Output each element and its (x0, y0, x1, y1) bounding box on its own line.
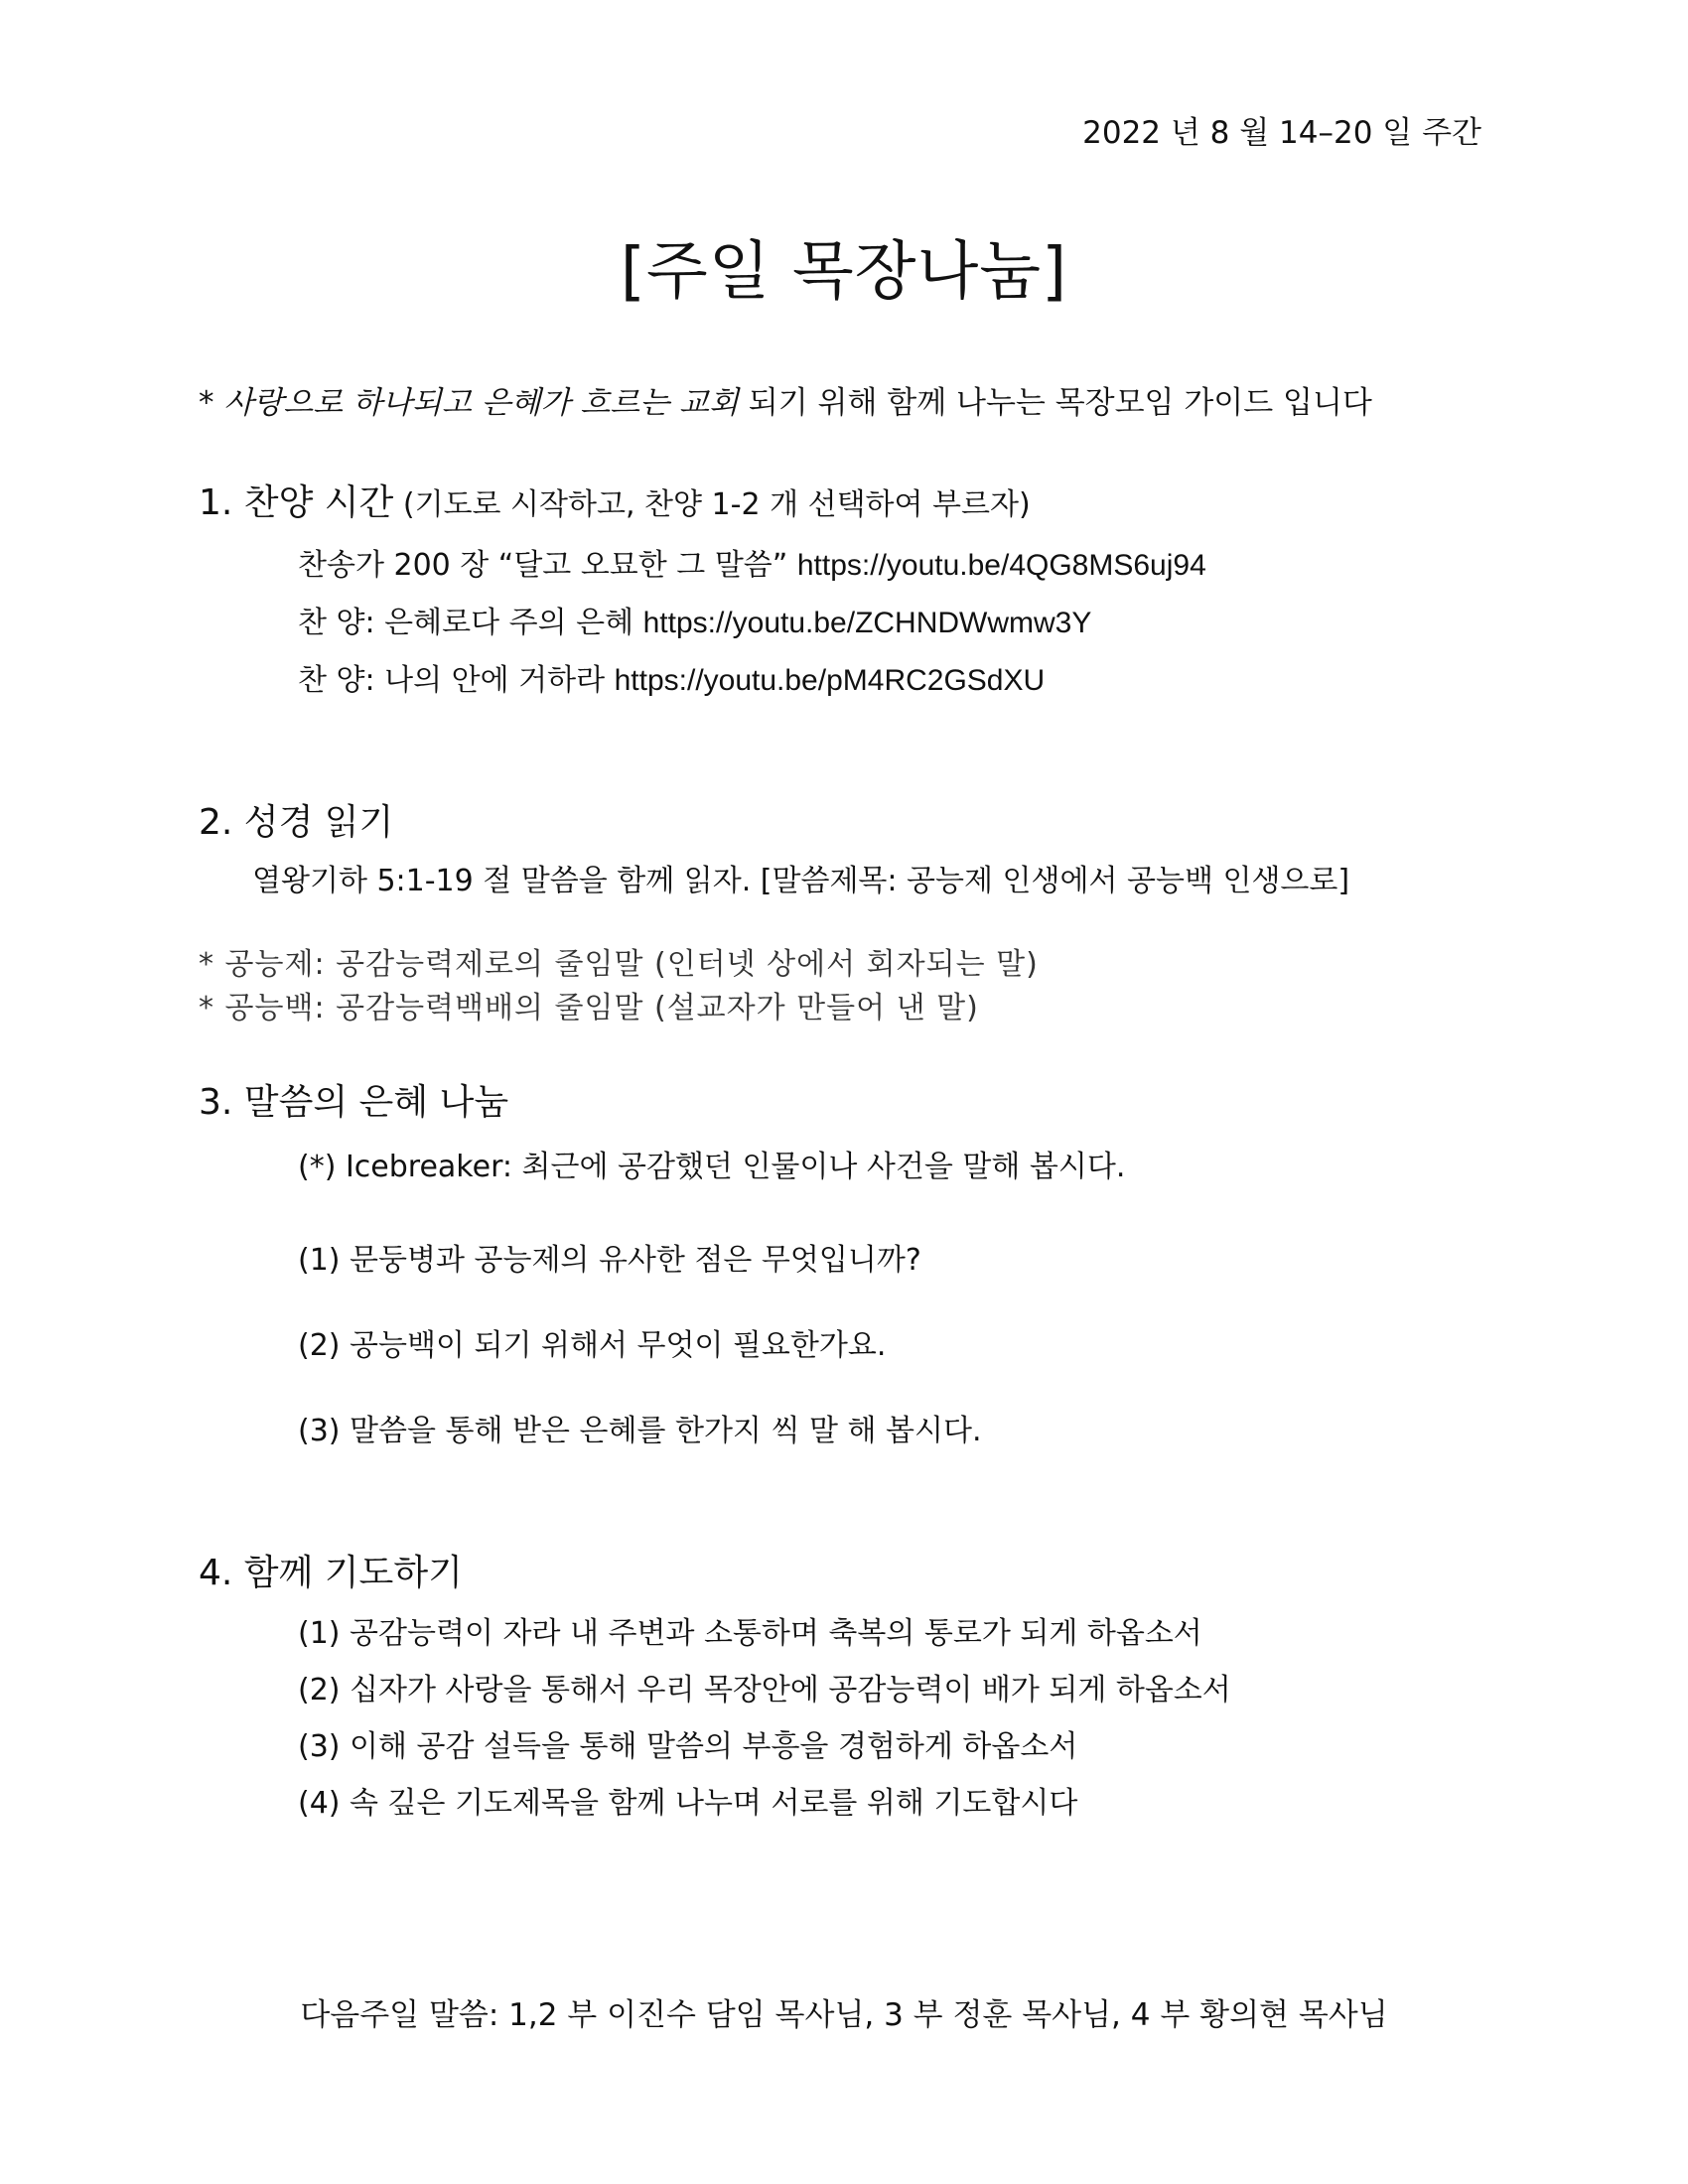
week-date: 2022 년 8 월 14–20 일 주간 (1082, 115, 1481, 151)
song-link[interactable]: https://youtu.be/ZCHNDWwmw3Y (642, 607, 1092, 639)
song-label: 찬 양: 은혜로다 주의 은혜 (298, 606, 643, 640)
song-label: 찬송가 200 장 “달고 오묘한 그 말씀” (298, 548, 797, 583)
section-1-heading (199, 475, 1031, 525)
question-line: (1) 문둥병과 공능제의 유사한 점은 무엇입니까? (298, 1243, 921, 1278)
question-line: (2) 공능백이 되기 위해서 무엇이 필요한가요. (298, 1328, 887, 1363)
note-line: * 공능백: 공감능력백배의 줄임말 (설교자가 만들어 낸 말) (199, 991, 979, 1025)
next-week-preachers: 다음주일 말씀: 1,2 부 이진수 담임 목사님, 3 부 정훈 목사님, 4 부 황의현 목사님 (300, 1997, 1388, 2033)
intro-prefix: * (199, 385, 224, 421)
section-1-title: 1. 찬양 시간 (199, 482, 394, 523)
prayer-line: (3) 이해 공감 설득을 통해 말씀의 부흥을 경험하게 하옵소서 (298, 1729, 1078, 1764)
intro-italic: 사랑으로 하나되고 은혜가 흐르는 교회 (223, 385, 739, 421)
question-line: (3) 말씀을 통해 받은 은혜를 한가지 씩 말 해 봅시다. (298, 1414, 982, 1448)
prayer-line: (4) 속 깊은 기도제목을 함께 나누며 서로를 위해 기도합시다 (298, 1786, 1078, 1821)
song-link[interactable]: https://youtu.be/4QG8MS6uj94 (796, 549, 1206, 582)
prayer-line: (1) 공감능력이 자라 내 주변과 소통하며 축복의 통로가 되게 하옵소서 (298, 1616, 1202, 1651)
song-label: 찬 양: 나의 안에 거하라 (298, 663, 615, 698)
reading-line: 열왕기하 5:1-19 절 말씀을 함께 읽자. [말씀제목: 공능제 인생에서 공능백 인생으로] (252, 864, 1350, 898)
prayer-line: (2) 십자가 사랑을 통해서 우리 목장안에 공감능력이 배가 되게 하옵소서 (298, 1673, 1231, 1707)
icebreaker-line: (*) Icebreaker: 최근에 공감했던 인물이나 사건을 말해 봅시다. (298, 1150, 1126, 1184)
song-line (298, 540, 1206, 584)
intro-rest: 되기 위해 함께 나누는 목장모임 가이드 입니다 (738, 385, 1372, 421)
intro-text (199, 377, 1372, 422)
song-link[interactable]: https://youtu.be/pM4RC2GSdXU (614, 664, 1046, 697)
section-3-heading: 3. 말씀의 은혜 나눔 (199, 1082, 509, 1123)
song-line (298, 598, 1091, 641)
song-line (298, 655, 1045, 699)
section-4-heading: 4. 함께 기도하기 (199, 1553, 463, 1593)
section-2-heading: 2. 성경 읽기 (199, 802, 394, 843)
section-1-subtitle: (기도로 시작하고, 찬양 1-2 개 선택하여 부르자) (393, 487, 1031, 522)
page-title: [주일 목장나눔] (620, 235, 1068, 309)
note-line: * 공능제: 공감능력제로의 줄임말 (인터넷 상에서 회자되는 말) (199, 947, 1039, 982)
